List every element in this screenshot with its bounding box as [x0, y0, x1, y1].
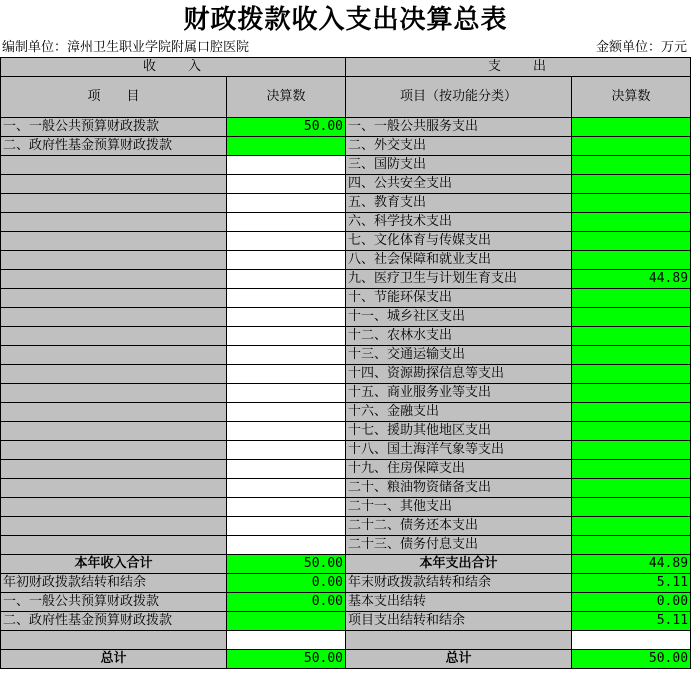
expense-item-cell: 十三、交通运输支出 [346, 346, 572, 365]
income-amount-cell [227, 232, 346, 251]
income-item-header: 项 目 [1, 77, 227, 118]
income-item-cell [1, 175, 227, 194]
carryover-detail-row [1, 593, 691, 612]
income-item-cell: 总计 [1, 650, 227, 669]
expense-item-cell: 基本支出结转 [346, 593, 572, 612]
expense-section-label: 支 出 [346, 58, 691, 77]
expense-item-cell: 项目支出结转和结余 [346, 612, 572, 631]
table-row [1, 118, 691, 137]
income-amount-cell [227, 156, 346, 175]
income-amount-cell: 0.00 [227, 574, 346, 593]
spacer-row [1, 631, 691, 650]
expense-item-cell: 五、教育支出 [346, 194, 572, 213]
income-amount-cell [227, 213, 346, 232]
income-amount-cell [227, 346, 346, 365]
income-amount-cell: 50.00 [227, 650, 346, 669]
expense-item-cell: 二十二、债务还本支出 [346, 517, 572, 536]
income-amount-cell [227, 441, 346, 460]
income-item-cell [1, 308, 227, 327]
page-title: 财政拨款收入支出决算总表 [183, 5, 508, 35]
income-amount-cell [227, 479, 346, 498]
expense-item-cell: 本年支出合计 [346, 555, 572, 574]
income-item-cell [1, 346, 227, 365]
expense-item-cell: 十九、住房保障支出 [346, 460, 572, 479]
income-section-label: 收 入 [1, 58, 346, 77]
expense-amount-cell [572, 327, 691, 346]
income-item-cell [1, 251, 227, 270]
table-row [1, 346, 691, 365]
expense-amount-cell: 5.11 [572, 574, 691, 593]
table-row [1, 270, 691, 289]
expense-amount-cell [572, 346, 691, 365]
expense-amount-cell [572, 308, 691, 327]
grand-total-row [1, 650, 691, 669]
expense-item-cell: 六、科学技术支出 [346, 213, 572, 232]
expense-item-cell: 十五、商业服务业等支出 [346, 384, 572, 403]
currency-unit: 金额单位：万元 [595, 40, 687, 55]
income-amount-cell [227, 327, 346, 346]
expense-amount-cell [572, 422, 691, 441]
carryover-row [1, 574, 691, 593]
expense-amount-cell [572, 441, 691, 460]
expense-amount-cell: 5.11 [572, 612, 691, 631]
column-header-row [1, 77, 691, 118]
table-row [1, 156, 691, 175]
income-item-cell [1, 194, 227, 213]
income-amount-cell [227, 631, 346, 650]
table-row [1, 498, 691, 517]
income-amount-cell: 50.00 [227, 118, 346, 137]
expense-item-cell: 一、一般公共服务支出 [346, 118, 572, 137]
income-item-cell [1, 384, 227, 403]
expense-item-cell: 二十一、其他支出 [346, 498, 572, 517]
income-item-cell [1, 289, 227, 308]
expense-item-cell: 九、医疗卫生与计划生育支出 [346, 270, 572, 289]
expense-item-cell: 八、社会保障和就业支出 [346, 251, 572, 270]
budget-table-body [1, 58, 691, 669]
income-amount-cell [227, 270, 346, 289]
table-row [1, 384, 691, 403]
carryover-detail-row [1, 612, 691, 631]
table-row [1, 365, 691, 384]
total-row [1, 555, 691, 574]
table-row [1, 327, 691, 346]
table-row [1, 403, 691, 422]
expense-amount-cell [572, 118, 691, 137]
table-row [1, 536, 691, 555]
expense-amount-cell [572, 403, 691, 422]
income-item-cell: 本年收入合计 [1, 555, 227, 574]
income-item-cell [1, 441, 227, 460]
income-amount-header: 决算数 [227, 77, 346, 118]
income-amount-cell [227, 384, 346, 403]
expense-item-cell: 二十三、债务付息支出 [346, 536, 572, 555]
expense-item-cell: 七、文化体育与传媒支出 [346, 232, 572, 251]
income-amount-cell [227, 175, 346, 194]
income-amount-cell [227, 517, 346, 536]
income-item-cell [1, 631, 227, 650]
income-amount-cell [227, 365, 346, 384]
expense-item-cell: 三、国防支出 [346, 156, 572, 175]
table-row [1, 289, 691, 308]
table-row [1, 232, 691, 251]
income-amount-cell [227, 403, 346, 422]
income-amount-cell [227, 422, 346, 441]
expense-amount-cell [572, 517, 691, 536]
income-item-cell [1, 460, 227, 479]
expense-amount-cell [572, 498, 691, 517]
income-item-cell: 一、一般公共预算财政拨款 [1, 118, 227, 137]
expense-amount-cell: 0.00 [572, 593, 691, 612]
expense-amount-cell [572, 194, 691, 213]
expense-amount-cell [572, 460, 691, 479]
income-amount-cell [227, 460, 346, 479]
income-amount-cell [227, 612, 346, 631]
expense-amount-cell [572, 175, 691, 194]
income-amount-cell [227, 536, 346, 555]
income-item-cell [1, 213, 227, 232]
expense-item-cell: 年末财政拨款结转和结余 [346, 574, 572, 593]
table-row [1, 460, 691, 479]
expense-item-cell: 十四、资源勘探信息等支出 [346, 365, 572, 384]
table-row [1, 517, 691, 536]
expense-item-cell: 十八、国土海洋气象等支出 [346, 441, 572, 460]
table-row [1, 213, 691, 232]
section-header-row [1, 58, 691, 77]
expense-item-header: 项目（按功能分类） [346, 77, 572, 118]
income-amount-cell [227, 289, 346, 308]
reporting-unit: 编制单位：漳州卫生职业学院附属口腔医院 [2, 40, 250, 55]
budget-table [0, 57, 691, 669]
income-amount-cell [227, 308, 346, 327]
income-item-cell [1, 365, 227, 384]
income-item-cell [1, 422, 227, 441]
expense-amount-cell [572, 384, 691, 403]
income-item-cell [1, 156, 227, 175]
income-item-cell [1, 403, 227, 422]
income-amount-cell: 0.00 [227, 593, 346, 612]
income-amount-cell [227, 194, 346, 213]
expense-amount-cell [572, 137, 691, 156]
expense-amount-header: 决算数 [572, 77, 691, 118]
income-item-cell: 二、政府性基金预算财政拨款 [1, 137, 227, 156]
expense-item-cell: 四、公共安全支出 [346, 175, 572, 194]
income-item-cell [1, 327, 227, 346]
expense-item-cell: 十六、金融支出 [346, 403, 572, 422]
expense-amount-cell [572, 365, 691, 384]
table-row [1, 441, 691, 460]
expense-item-cell: 十一、城乡社区支出 [346, 308, 572, 327]
income-item-cell [1, 479, 227, 498]
income-amount-cell: 50.00 [227, 555, 346, 574]
expense-amount-cell [572, 213, 691, 232]
expense-amount-cell: 44.89 [572, 555, 691, 574]
expense-amount-cell [572, 156, 691, 175]
expense-item-cell: 二、外交支出 [346, 137, 572, 156]
expense-item-cell: 总计 [346, 650, 572, 669]
expense-amount-cell: 44.89 [572, 270, 691, 289]
income-item-cell [1, 232, 227, 251]
expense-amount-cell [572, 479, 691, 498]
income-item-cell: 二、政府性基金预算财政拨款 [1, 612, 227, 631]
expense-item-cell: 十、节能环保支出 [346, 289, 572, 308]
expense-amount-cell [572, 251, 691, 270]
expense-amount-cell [572, 289, 691, 308]
table-row [1, 308, 691, 327]
income-item-cell [1, 536, 227, 555]
expense-item-cell [346, 631, 572, 650]
expense-amount-cell [572, 631, 691, 650]
income-amount-cell [227, 498, 346, 517]
table-row [1, 175, 691, 194]
table-row [1, 479, 691, 498]
table-row [1, 194, 691, 213]
income-item-cell [1, 498, 227, 517]
expense-item-cell: 二十、粮油物资储备支出 [346, 479, 572, 498]
income-amount-cell [227, 251, 346, 270]
table-row [1, 422, 691, 441]
table-row [1, 251, 691, 270]
income-item-cell [1, 517, 227, 536]
income-item-cell: 年初财政拨款结转和结余 [1, 574, 227, 593]
expense-amount-cell [572, 536, 691, 555]
income-amount-cell [227, 137, 346, 156]
income-item-cell: 一、一般公共预算财政拨款 [1, 593, 227, 612]
table-row [1, 137, 691, 156]
expense-item-cell: 十七、援助其他地区支出 [346, 422, 572, 441]
expense-amount-cell: 50.00 [572, 650, 691, 669]
expense-item-cell: 十二、农林水支出 [346, 327, 572, 346]
expense-amount-cell [572, 232, 691, 251]
income-item-cell [1, 270, 227, 289]
